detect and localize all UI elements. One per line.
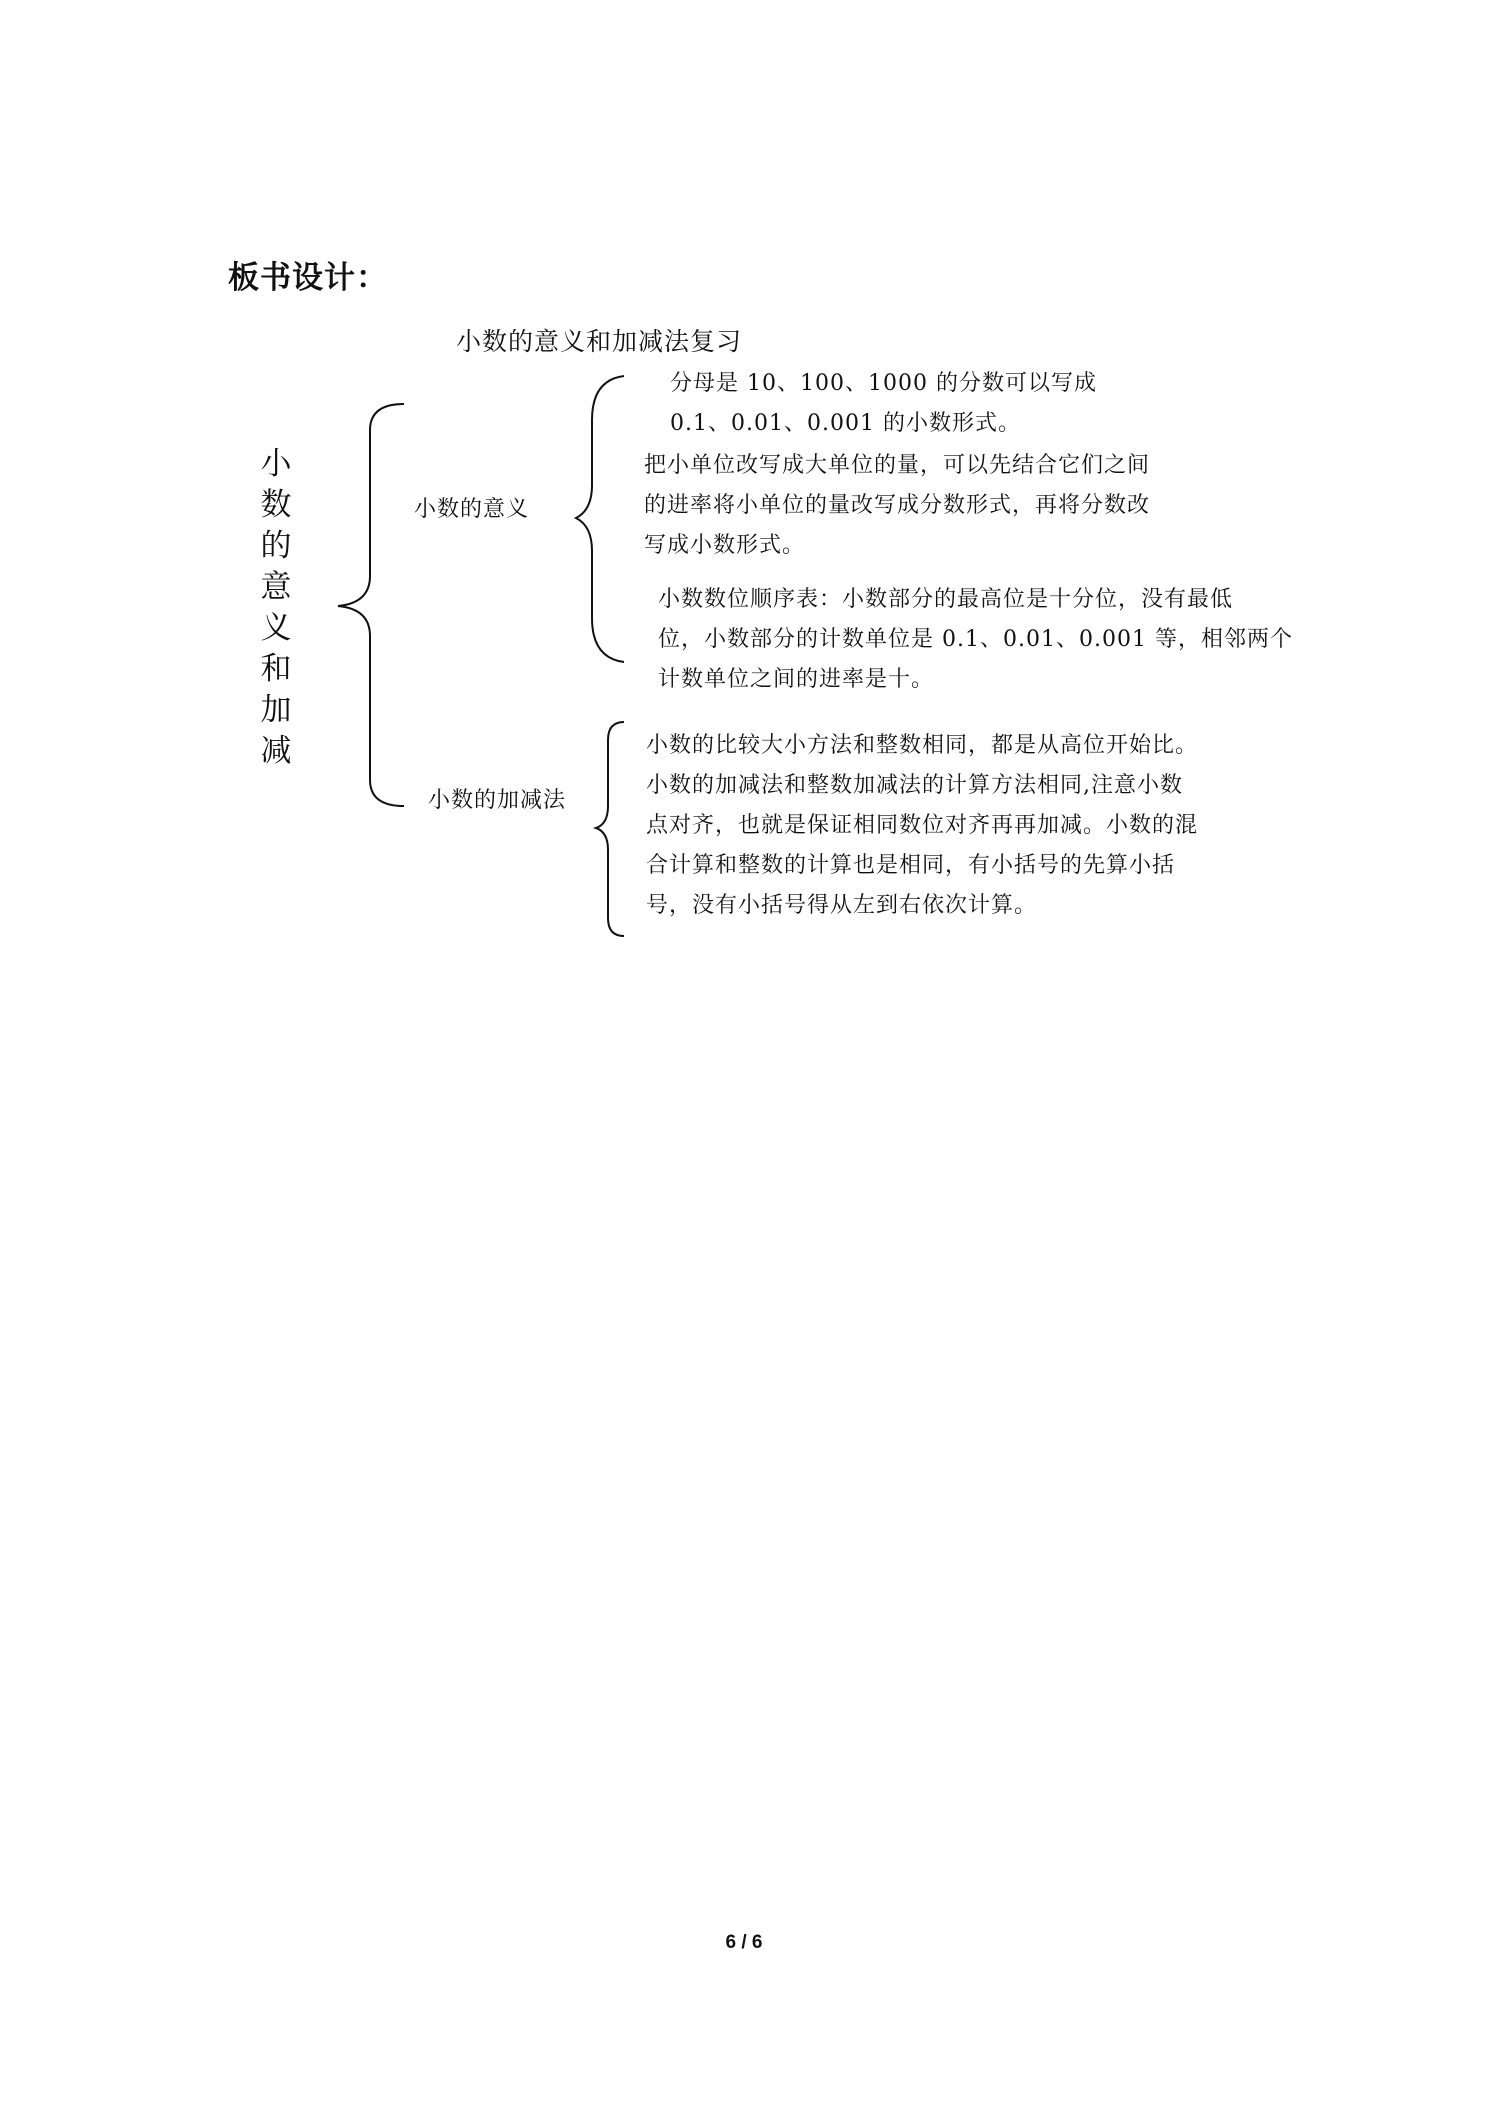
main-topic-vertical: 小数的意义和加减 (260, 446, 292, 769)
meaning-brace (576, 376, 624, 662)
page-number: 6 / 6 (725, 1932, 763, 1953)
note-line: 计数单位之间的进率是十。 (658, 667, 935, 692)
branch-label-add-subtract: 小数的加减法 (428, 788, 567, 813)
note-line: 位，小数部分的计数单位是 0.1、0.01、0.001 等，相邻两个 (658, 627, 1293, 652)
note-line: 小数数位顺序表：小数部分的最高位是十分位，没有最低 (658, 587, 1234, 612)
note-line: 写成小数形式。 (644, 533, 806, 558)
section-heading: 板书设计： (228, 260, 388, 296)
note-line: 小数的加减法和整数加减法的计算方法相同,注意小数 (646, 773, 1183, 798)
board-title: 小数的意义和加减法复习 (456, 327, 743, 356)
note-line: 0.1、0.01、0.001 的小数形式。 (670, 411, 1021, 436)
note-line: 点对齐，也就是保证相同数位对齐再再加减。小数的混 (646, 813, 1199, 838)
note-line: 合计算和整数的计算也是相同，有小括号的先算小括 (646, 853, 1176, 878)
note-line: 把小单位改写成大单位的量，可以先结合它们之间 (644, 453, 1151, 478)
note-line: 小数的比较大小方法和整数相同，都是从高位开始比。 (646, 733, 1199, 758)
note-line: 的进率将小单位的量改写成分数形式，再将分数改 (644, 493, 1151, 518)
addsub-brace (596, 722, 624, 936)
note-line: 号，没有小括号得从左到右依次计算。 (646, 893, 1038, 918)
note-line: 分母是 10、100、1000 的分数可以写成 (670, 371, 1097, 396)
main-brace (338, 404, 404, 806)
branch-label-meaning: 小数的意义 (414, 497, 530, 522)
